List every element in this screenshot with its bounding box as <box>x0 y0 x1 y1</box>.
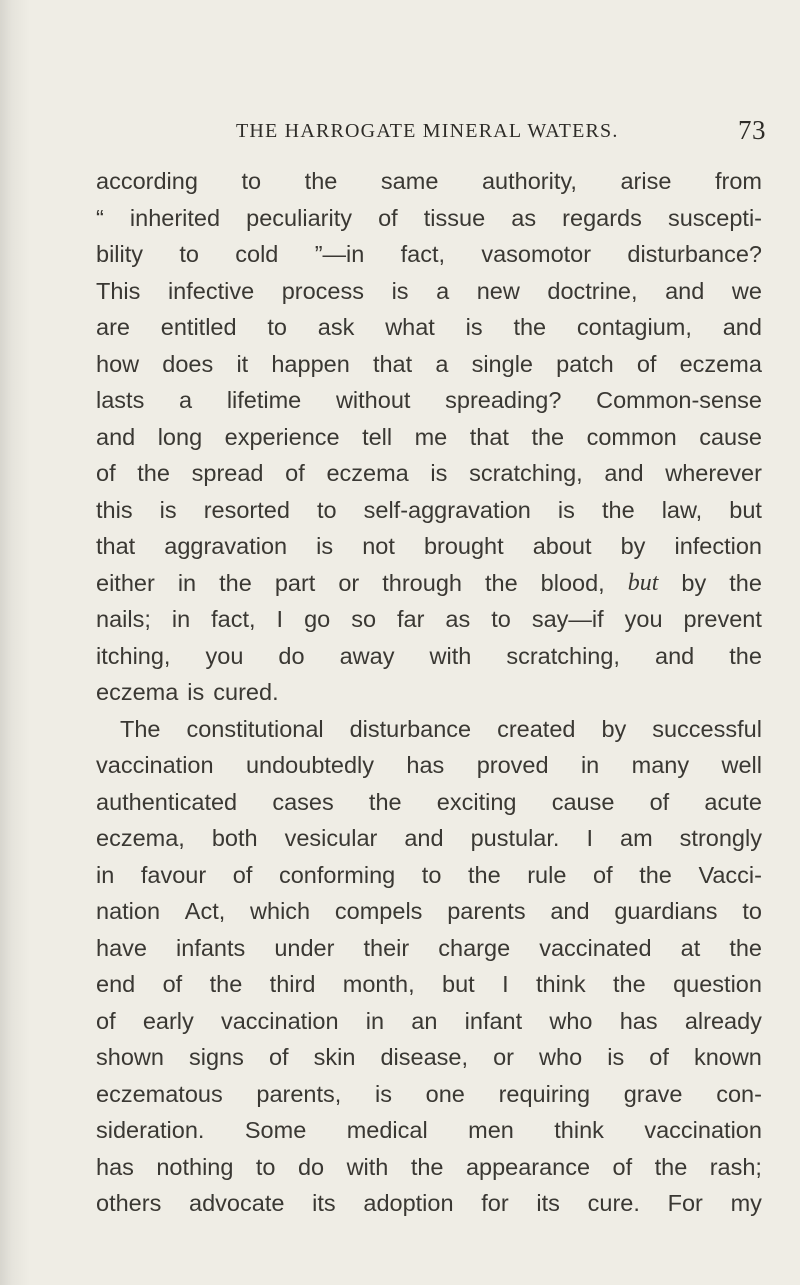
text-line: vaccination undoubtedly has proved in many well <box>96 752 762 778</box>
text-line: “ inherited peculiarity of tissue as regards suscepti- <box>96 204 762 231</box>
running-head <box>236 116 766 146</box>
text-line: this is resorted to self-aggravation is the law, but <box>96 496 762 523</box>
text-line: eczema is cured. <box>96 679 279 705</box>
text-line: either in the part or through the blood, but by the <box>96 569 762 596</box>
text-line: end of the third month, but I think the question <box>96 971 762 997</box>
text-line: itching, you do away with scratching, and the <box>96 642 762 669</box>
text-line: have infants under their charge vaccinated at the <box>96 934 762 961</box>
text-line: lasts a lifetime without spreading? Common-sense <box>96 387 762 413</box>
text-line: of the spread of eczema is scratching, and wherever <box>96 460 762 486</box>
text-line: nation Act, which compels parents and guardians to <box>96 898 762 924</box>
body-text <box>96 163 762 1222</box>
text-line: of early vaccination in an infant who has already <box>96 1007 762 1034</box>
text-line: eczema, both vesicular and pustular. I am strongly <box>96 825 762 851</box>
text-line: in favour of conforming to the rule of the Vacci- <box>96 861 762 888</box>
text-line: authenticated cases the exciting cause of acute <box>96 788 762 815</box>
text-line: according to the same authority, arise from <box>96 168 762 194</box>
text-line: The constitutional disturbance created by successful <box>120 715 762 742</box>
text-line: has nothing to do with the appearance of the rash; <box>96 1153 762 1180</box>
text-line: how does it happen that a single patch of eczema <box>96 350 762 377</box>
text-line: This infective process is a new doctrine, and we <box>96 277 762 304</box>
text-line: sideration. Some medical men think vaccination <box>96 1117 762 1143</box>
running-head-title: THE HARROGATE MINERAL WATERS. <box>236 120 619 142</box>
text-line: and long experience tell me that the common cause <box>96 423 762 450</box>
text-line: others advocate its adoption for its cure. For my <box>96 1190 762 1216</box>
page-number: 73 <box>738 115 766 145</box>
text-line: are entitled to ask what is the contagium, and <box>96 314 762 340</box>
text-line: nails; in fact, I go so far as to say—if you prevent <box>96 606 762 632</box>
text-line: that aggravation is not brought about by infection <box>96 533 762 559</box>
text-line: eczematous parents, is one requiring grave con- <box>96 1080 762 1107</box>
text-line: shown signs of skin disease, or who is of known <box>96 1044 762 1070</box>
text-line: bility to cold ”—in fact, vasomotor disturbance? <box>96 241 762 267</box>
